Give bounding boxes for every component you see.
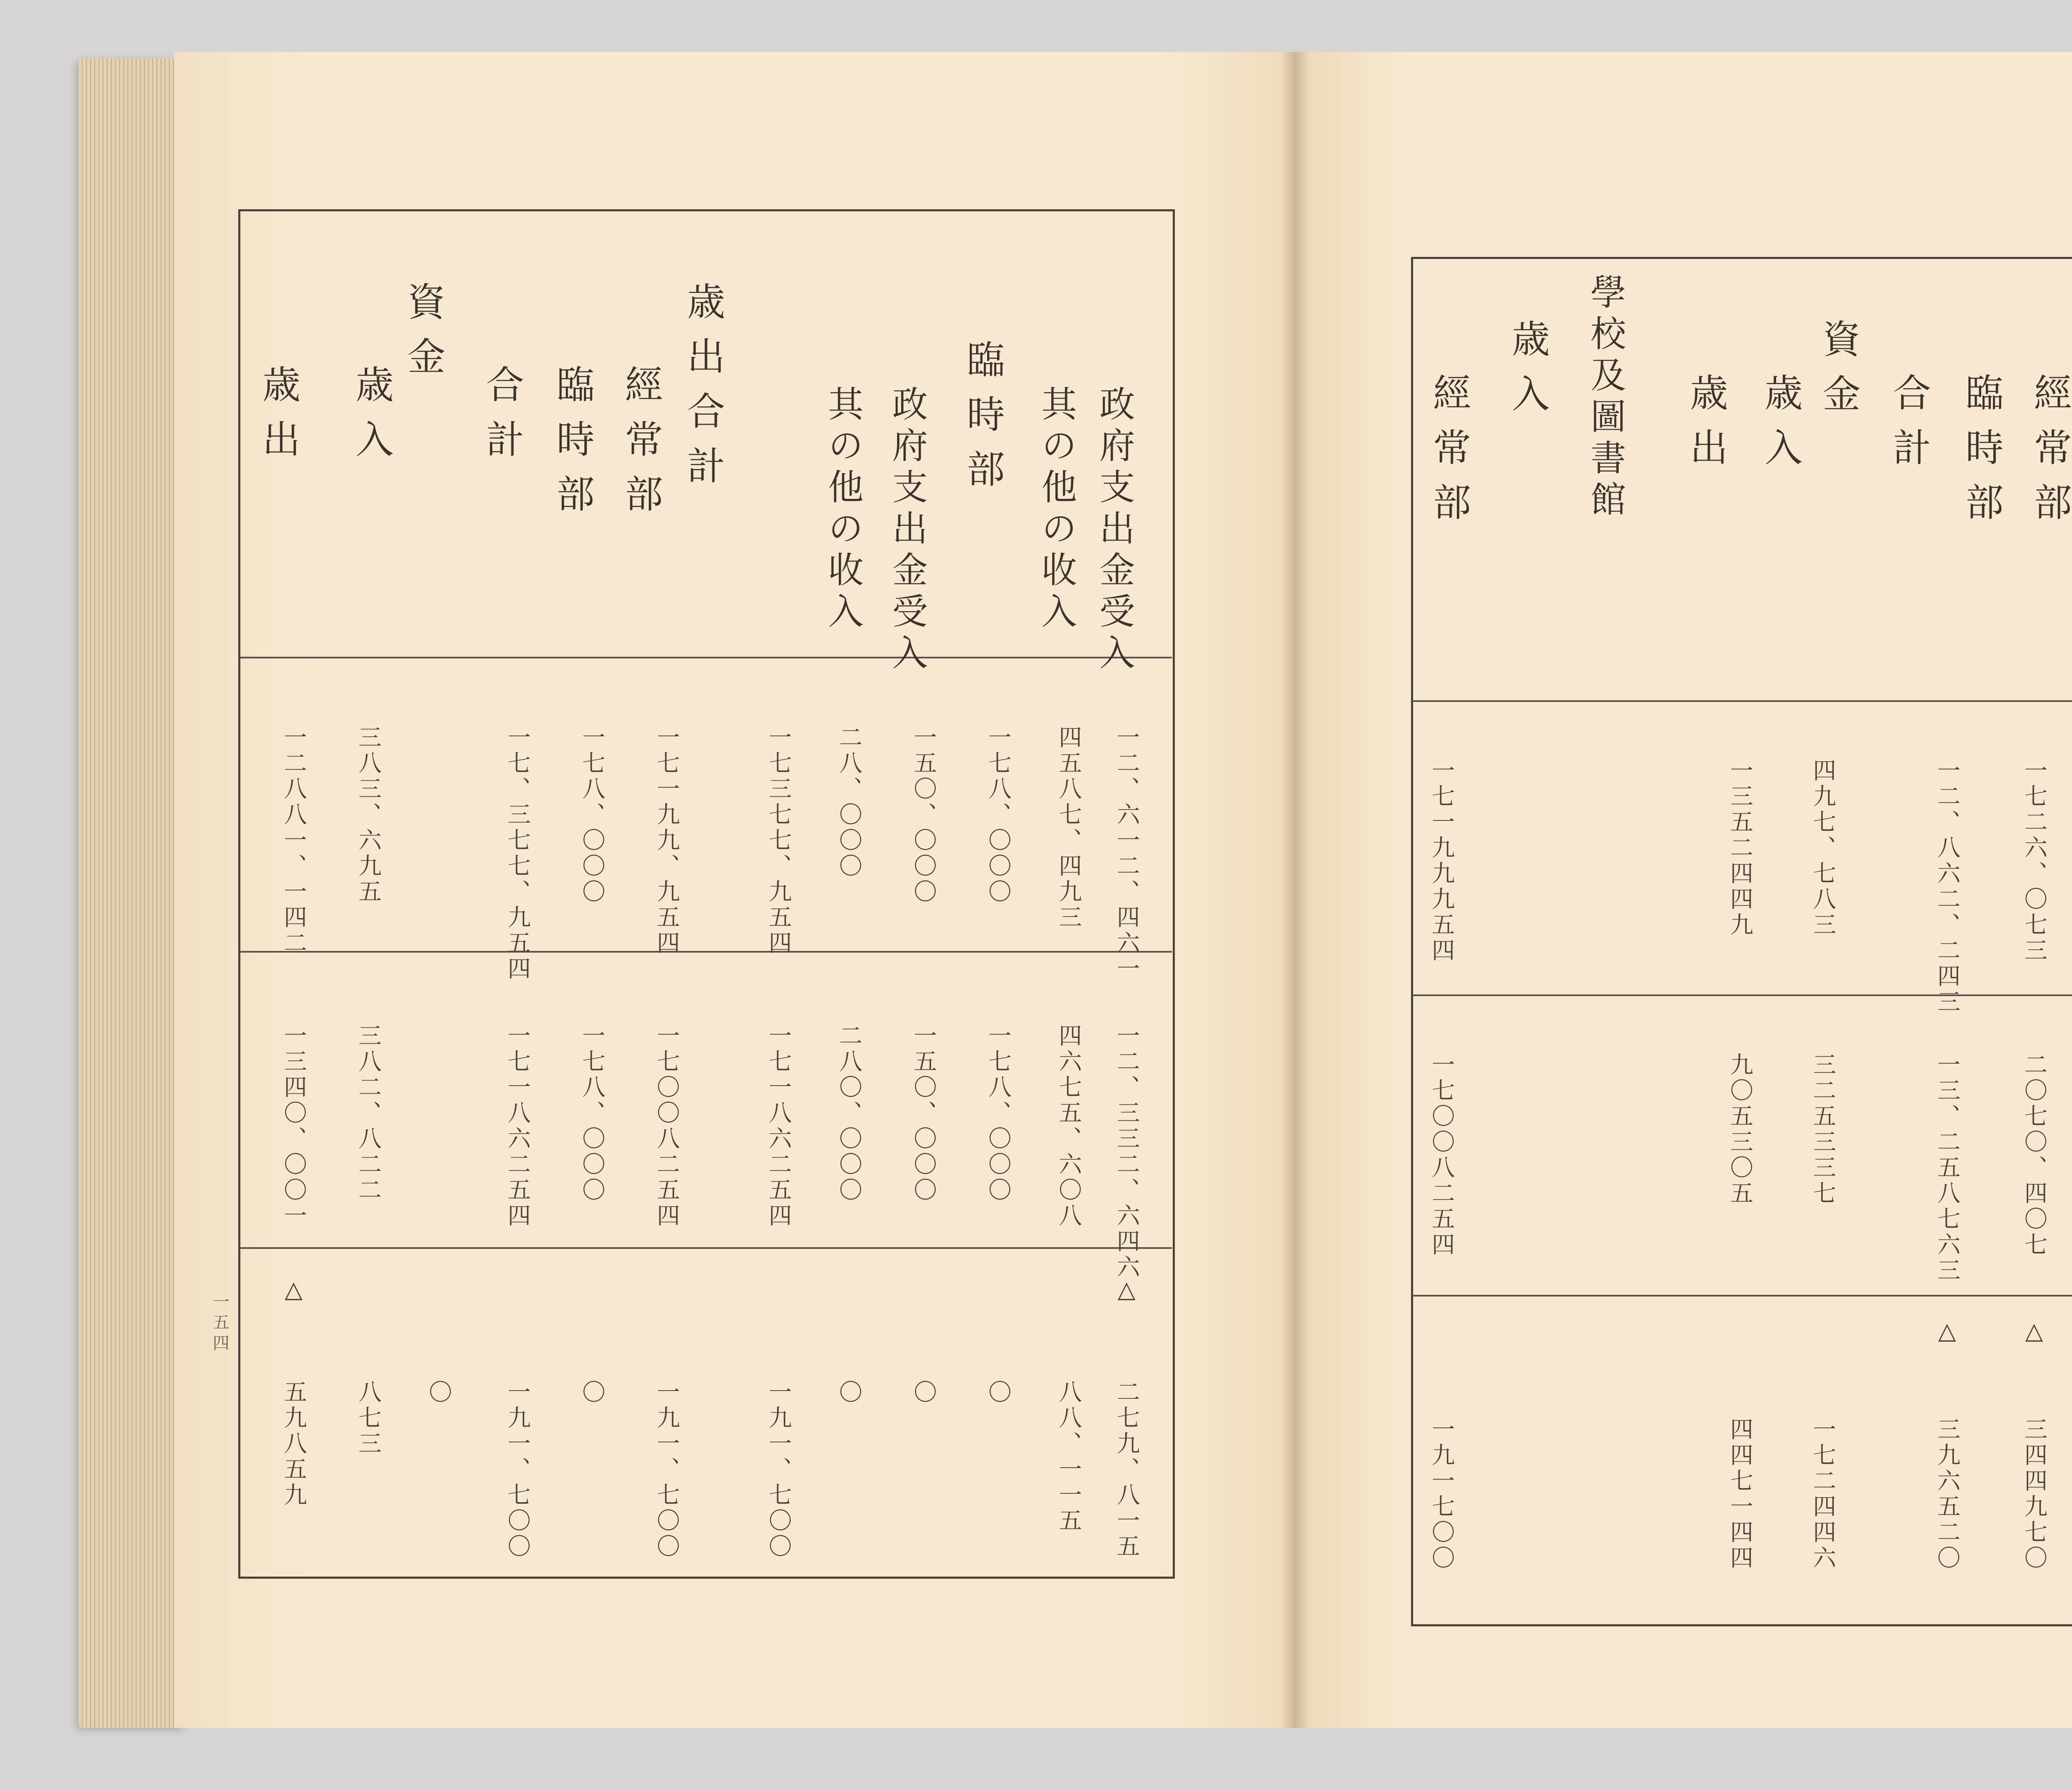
left-current-cell: 四五八七、四九三	[1055, 725, 1082, 931]
right-difference-mark: △	[1934, 1318, 1961, 1347]
right-header-cell: 歳出	[1684, 373, 1728, 482]
right-difference-mark: △	[2021, 1318, 2048, 1347]
left-previous-cell: 一七〇〇八二五四	[653, 1023, 680, 1229]
right-current-cell: 一三五二四四九	[1726, 758, 1753, 938]
left-difference-cell: 一九一、七〇〇	[504, 1380, 531, 1560]
left-previous-cell: 二八〇、〇〇〇	[835, 1023, 862, 1203]
left-current-cell: 一二、六一二、四六一	[1113, 725, 1140, 982]
left-header-cell: 臨時部	[550, 365, 595, 529]
left-difference-cell: 〇	[910, 1380, 937, 1405]
left-current-cell: 二八、〇〇〇	[835, 725, 862, 879]
right-current-cell: 一七二六、〇七三	[2021, 758, 2048, 964]
right-header-cell: 資金	[1816, 319, 1861, 428]
left-current-cell: 一七八、〇〇〇	[579, 725, 605, 905]
left-header-cell: 其の他の收入	[1035, 385, 1077, 634]
left-previous-cell: 一七一八六二五四	[504, 1023, 531, 1229]
left-previous-cell: 一七八、〇〇〇	[985, 1023, 1012, 1203]
left-difference-cell: 一九一、七〇〇	[765, 1380, 792, 1560]
left-difference-mark: △	[280, 1276, 307, 1306]
book-gutter	[1280, 52, 1310, 1728]
left-header-cell: 政府支出金受入	[886, 385, 927, 675]
right-previous-cell: 三二五三三七	[1809, 1052, 1836, 1207]
left-difference-cell: 一九一、七〇〇	[653, 1380, 680, 1560]
left-current-cell: 一七八、〇〇〇	[985, 725, 1012, 905]
right-current-cell: 一二、八六二、二四三	[1934, 758, 1961, 1015]
left-header-cell: 資金	[401, 282, 445, 391]
left-current-cell: 一七、三七七、九五四	[504, 725, 531, 982]
page-stack-left	[79, 58, 186, 1728]
left-header-cell: 歳出	[256, 365, 300, 474]
right-current-cell: 四九七、七八三	[1809, 758, 1836, 938]
right-previous-cell: 二〇七〇、四〇七	[2021, 1052, 2048, 1258]
left-page-number: 一五四	[210, 1293, 229, 1355]
left-difference-cell: 二七九、八一五	[1113, 1380, 1140, 1560]
right-header-cell: 臨時部	[1959, 373, 2004, 537]
right-previous-cell: 一七〇〇八二五四	[1428, 1052, 1455, 1258]
left-previous-cell: 一五〇、〇〇〇	[910, 1023, 937, 1203]
left-difference-cell: 八八、一一五	[1055, 1380, 1082, 1534]
right-current-cell: 一七一九九九五四	[1428, 758, 1455, 964]
left-header-cell: 經常部	[619, 365, 663, 529]
left-difference-cell: 〇	[835, 1380, 862, 1405]
right-header-cell: 經常部	[1427, 373, 1471, 537]
left-difference-cell: 〇	[985, 1380, 1012, 1405]
left-header-cell: 合計	[480, 365, 524, 474]
right-difference-cell: 三四四九七〇	[2021, 1417, 2048, 1571]
left-difference-cell: 五九八五九	[280, 1380, 307, 1508]
left-difference-cell: 〇	[425, 1380, 452, 1405]
left-difference-cell: 八七三	[355, 1380, 382, 1457]
right-header-cell: 學校及圖書館	[1584, 273, 1626, 522]
left-previous-cell: 一七一八六二五四	[765, 1023, 792, 1229]
left-header-cell: 政府支出金受入	[1093, 385, 1135, 675]
left-current-cell: 一二八八一、一四二	[280, 725, 307, 956]
left-previous-cell: 三八二、八二二	[355, 1023, 382, 1203]
left-header-cell: 歳入	[349, 365, 394, 474]
left-header-cell: 臨時部	[961, 340, 1005, 504]
left-previous-cell: 一七八、〇〇〇	[579, 1023, 605, 1203]
left-previous-cell: 一三四〇、〇〇一	[280, 1023, 307, 1229]
right-header-cell: 經常部	[2028, 373, 2072, 537]
left-current-cell: 一七一九九、九五四	[653, 725, 680, 956]
left-previous-cell: 四六七五、六〇八	[1055, 1023, 1082, 1229]
left-current-cell: 一五〇、〇〇〇	[910, 725, 937, 905]
left-previous-cell: 一二、三三二、六四六	[1113, 1023, 1140, 1280]
right-previous-cell: 九〇五三〇五	[1726, 1052, 1753, 1207]
right-header-cell: 歳入	[1758, 373, 1803, 482]
left-difference-mark: △	[1113, 1276, 1140, 1306]
left-header-cell: 歳出合計	[681, 282, 725, 501]
left-difference-cell: 〇	[579, 1380, 605, 1405]
right-difference-cell: 一七二四四六	[1809, 1417, 1836, 1571]
right-header-cell: 合計	[1887, 373, 1931, 482]
right-difference-cell: 三九六五二〇	[1934, 1417, 1961, 1571]
right-difference-cell: 四四七一四四	[1726, 1417, 1753, 1571]
left-current-cell: 一七三七七、九五四	[765, 725, 792, 956]
right-previous-cell: 一三、二五八七六三	[1934, 1052, 1961, 1284]
right-header-cell: 歳入	[1506, 319, 1550, 428]
right-difference-cell: 一九一七〇〇	[1428, 1417, 1455, 1571]
left-current-cell: 三八三、六九五	[355, 725, 382, 905]
left-header-cell: 其の他の收入	[822, 385, 863, 634]
